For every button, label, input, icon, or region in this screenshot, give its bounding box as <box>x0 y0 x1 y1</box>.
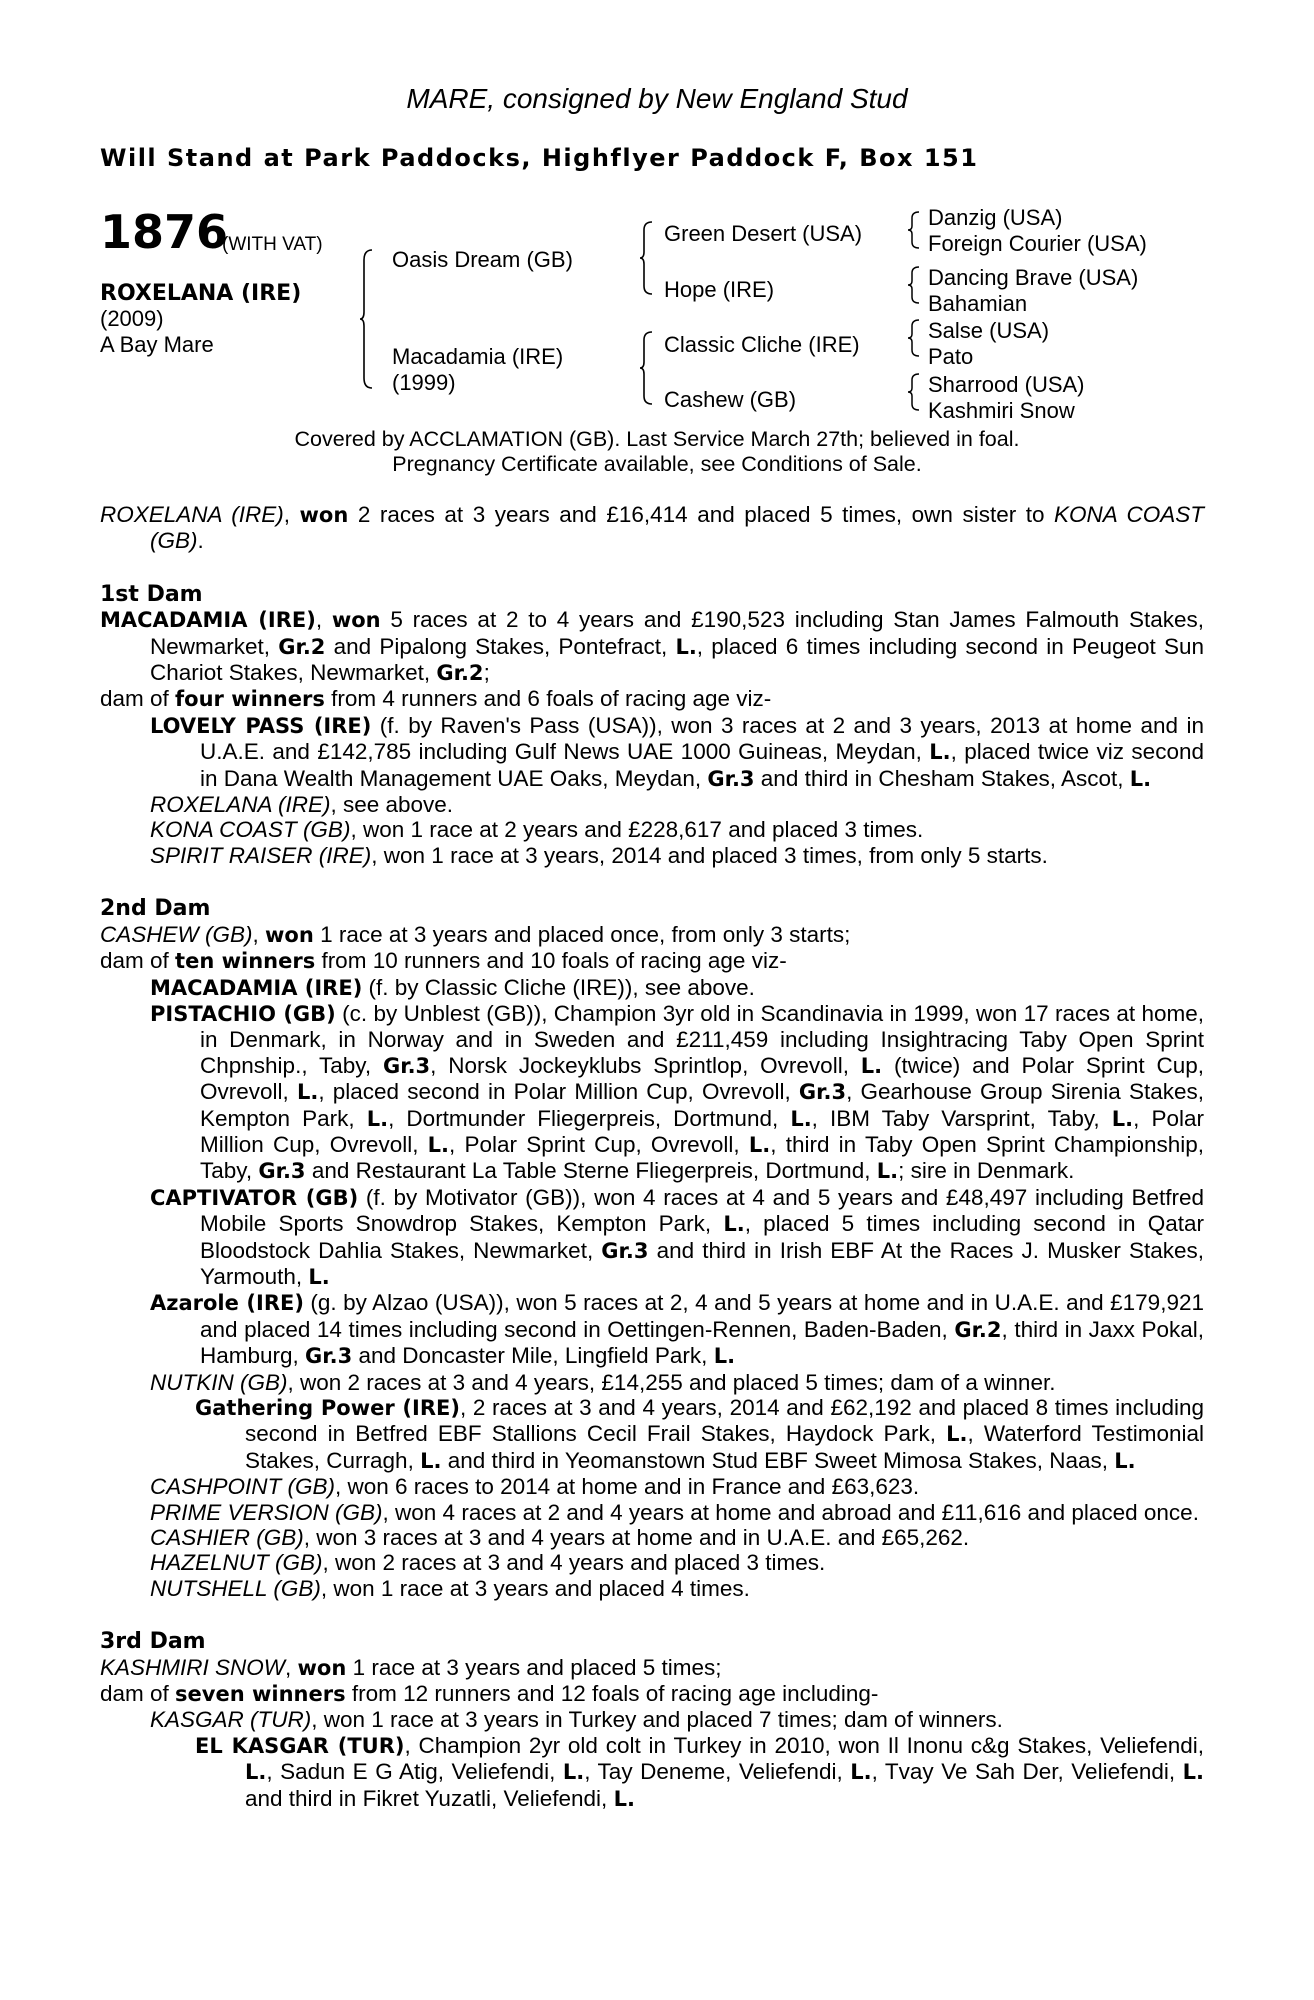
list-item: ROXELANA (IRE), see above. <box>150 792 454 818</box>
pedigree-sdd: Bahamian <box>928 291 1028 316</box>
pedigree-dss: Salse (USA) <box>928 318 1050 343</box>
pedigree-sire: Oasis Dream (GB) <box>392 247 573 272</box>
pedigree-ssd: Foreign Courier (USA) <box>928 231 1147 256</box>
list-item: NUTKIN (GB), won 2 races at 3 and 4 years, £14,255 and placed 5 times; dam of a winner. <box>150 1369 1056 1395</box>
pedigree-bracket-sd <box>908 265 920 305</box>
list-item: CAPTIVATOR (GB) (f. by Motivator (GB)), won 4 races at 4 and 5 years and £48,497 including Betfred Mobile Sports Snowdrop Stakes, Kempton Park, L., placed 5 times including second in Qatar Bloodstock Dahlia Stakes, Newmarket, Gr.3 and third in Irish EBF At the Races J. Musker Stakes, Yarmouth, L. <box>150 1184 1204 1289</box>
list-item: NUTSHELL (GB), won 1 race at 3 years and placed 4 times. <box>150 1575 750 1601</box>
stand-location: Will Stand at Park Paddocks, Highflyer Paddock F, Box 151 <box>100 144 979 172</box>
list-item: PRIME VERSION (GB), won 4 races at 2 and 4 years at home and abroad and £11,616 and placed once. <box>150 1499 1199 1525</box>
pedigree-dam-sire: Classic Cliche (IRE) <box>664 332 860 357</box>
list-item: EL KASGAR (TUR), Champion 2yr old colt in Turkey in 2010, won Il Inonu c&g Stakes, Veliefendi, L., Sadun E G Atig, Veliefendi, L., Tay Deneme, Veliefendi, L., Tvay Ve Sah Der, Veliefendi, L. and third in Fikret Yuzatli, Veliefendi, L. <box>195 1732 1204 1811</box>
third-dam-record: KASHMIRI SNOW, won 1 race at 3 years and placed 5 times; <box>100 1654 722 1680</box>
intro-paragraph: ROXELANA (IRE), won 2 races at 3 years and £16,414 and placed 5 times, own sister to KONA COAST (GB). <box>100 502 1204 554</box>
page-title: MARE, consigned by New England Stud <box>406 83 908 114</box>
third-dam-heading: 3rd Dam <box>100 1629 206 1655</box>
pedigree-dam-year: (1999) <box>392 370 456 395</box>
third-dam-produce: dam of seven winners from 12 runners and 12 foals of racing age including- <box>100 1681 879 1707</box>
vat-note: (WITH VAT) <box>222 234 323 255</box>
lot-number: 1876 <box>100 205 229 259</box>
list-item: PISTACHIO (GB) (c. by Unblest (GB)), Champion 3yr old in Scandinavia in 1999, won 17 races at home, in Denmark, in Norway and in Sweden and £211,459 including Insightracing Taby Open Sprint Chpnship., Taby, Gr.3, Norsk Jockeyklubs Sprintlop, Ovrevoll, L. (twice) and Polar Sprint Cup, Ovrevoll, L., placed second in Polar Million Cup, Ovrevoll, Gr.3, Gearhouse Group Sirenia Stakes, Kempton Park, L., Dortmunder Fliegerpreis, Dortmund, L., IBM Taby Varsprint, Taby, L., Polar Million Cup, Ovrevoll, L., Polar Sprint Cup, Ovrevoll, L., third in Taby Open Sprint Championship, Taby, Gr.3 and Restaurant La Table Sterne Fliegerpreis, Dortmund, L.; sire in Denmark. <box>150 1000 1205 1184</box>
list-item: MACADAMIA (IRE) (f. by Classic Cliche (IRE)), see above. <box>150 974 755 1000</box>
second-dam-record: CASHEW (GB), won 1 race at 3 years and placed once, from only 3 starts; <box>100 921 851 947</box>
pedigree-ddd: Kashmiri Snow <box>928 398 1075 423</box>
pedigree-dsd: Pato <box>928 344 974 369</box>
first-dam-produce: dam of four winners from 4 runners and 6 foals of racing age viz- <box>100 686 772 712</box>
pedigree-bracket-main <box>360 248 374 390</box>
pedigree-bracket-sire <box>640 220 654 296</box>
pedigree-bracket-dd <box>908 372 920 412</box>
list-item: CASHPOINT (GB), won 6 races to 2014 at home and in France and £63,623. <box>150 1474 920 1500</box>
horse-name: ROXELANA (IRE) <box>100 281 302 306</box>
pedigree-bracket-ss <box>908 210 920 250</box>
pedigree-dam: Macadamia (IRE) <box>392 344 564 369</box>
pedigree-dds: Sharrood (USA) <box>928 372 1085 397</box>
list-item: Gathering Power (IRE), 2 races at 3 and 4 years, 2014 and £62,192 and placed 8 times including second in Betfred EBF Stallions Cecil Frail Stakes, Haydock Park, L., Waterford Testimonial Stakes, Curragh, L. and third in Yeomanstown Stud EBF Sweet Mimosa Stakes, Naas, L. <box>195 1395 1204 1473</box>
second-dam-produce: dam of ten winners from 10 runners and 10 foals of racing age viz- <box>100 948 787 974</box>
second-dam-heading: 2nd Dam <box>100 896 211 922</box>
pedigree-dam-dam: Cashew (GB) <box>664 387 797 412</box>
pedigree-bracket-ds <box>908 318 920 358</box>
pedigree-sire-sire: Green Desert (USA) <box>664 221 863 246</box>
list-item: Azarole (IRE) (g. by Alzao (USA)), won 5 races at 2, 4 and 5 years at home and in U.A.E. and £179,921 and placed 14 times including second in Oettingen-Rennen, Baden-Baden, Gr.2, third in Jaxx Pokal, Hamburg, Gr.3 and Doncaster Mile, Lingfield Park, L. <box>150 1290 1205 1369</box>
list-item: LOVELY PASS (IRE) (f. by Raven's Pass (USA)), won 3 races at 2 and 3 years, 2013 at home and in U.A.E. and £142,785 including Gulf News UAE 1000 Guineas, Meydan, L., placed twice viz second in Dana Wealth Management UAE Oaks, Meydan, Gr.3 and third in Chesham Stakes, Ascot, L. <box>150 712 1204 791</box>
catalogue-text <box>100 502 1204 1812</box>
first-dam-heading: 1st Dam <box>100 581 203 607</box>
list-item: SPIRIT RAISER (IRE), won 1 race at 3 years, 2014 and placed 3 times, from only 5 starts. <box>150 842 1048 868</box>
pregnancy-note: Pregnancy Certificate available, see Conditions of Sale. <box>392 452 922 476</box>
horse-description: A Bay Mare <box>100 332 214 357</box>
pedigree-sire-dam: Hope (IRE) <box>664 277 775 302</box>
list-item: KONA COAST (GB), won 1 race at 2 years and £228,617 and placed 3 times. <box>150 817 924 843</box>
pedigree-sss: Danzig (USA) <box>928 205 1063 230</box>
first-dam-record: MACADAMIA (IRE), won 5 races at 2 to 4 years and £190,523 including Stan James Falmouth Stakes, Newmarket, Gr.2 and Pipalong Stakes, Pontefract, L., placed 6 times including second in Peugeot Sun Chariot Stakes, Newmarket, Gr.2; <box>100 607 1205 686</box>
cover-note: Covered by ACCLAMATION (GB). Last Service March 27th; believed in foal. <box>294 427 1020 451</box>
pedigree-sds: Dancing Brave (USA) <box>928 265 1139 290</box>
list-item: KASGAR (TUR), won 1 race at 3 years in Turkey and placed 7 times; dam of winners. <box>150 1707 1003 1733</box>
list-item: HAZELNUT (GB), won 2 races at 3 and 4 years and placed 3 times. <box>150 1550 826 1576</box>
horse-year: (2009) <box>100 306 164 331</box>
list-item: CASHIER (GB), won 3 races at 3 and 4 years at home and in U.A.E. and £65,262. <box>150 1525 970 1551</box>
pedigree-bracket-dam <box>640 330 654 406</box>
